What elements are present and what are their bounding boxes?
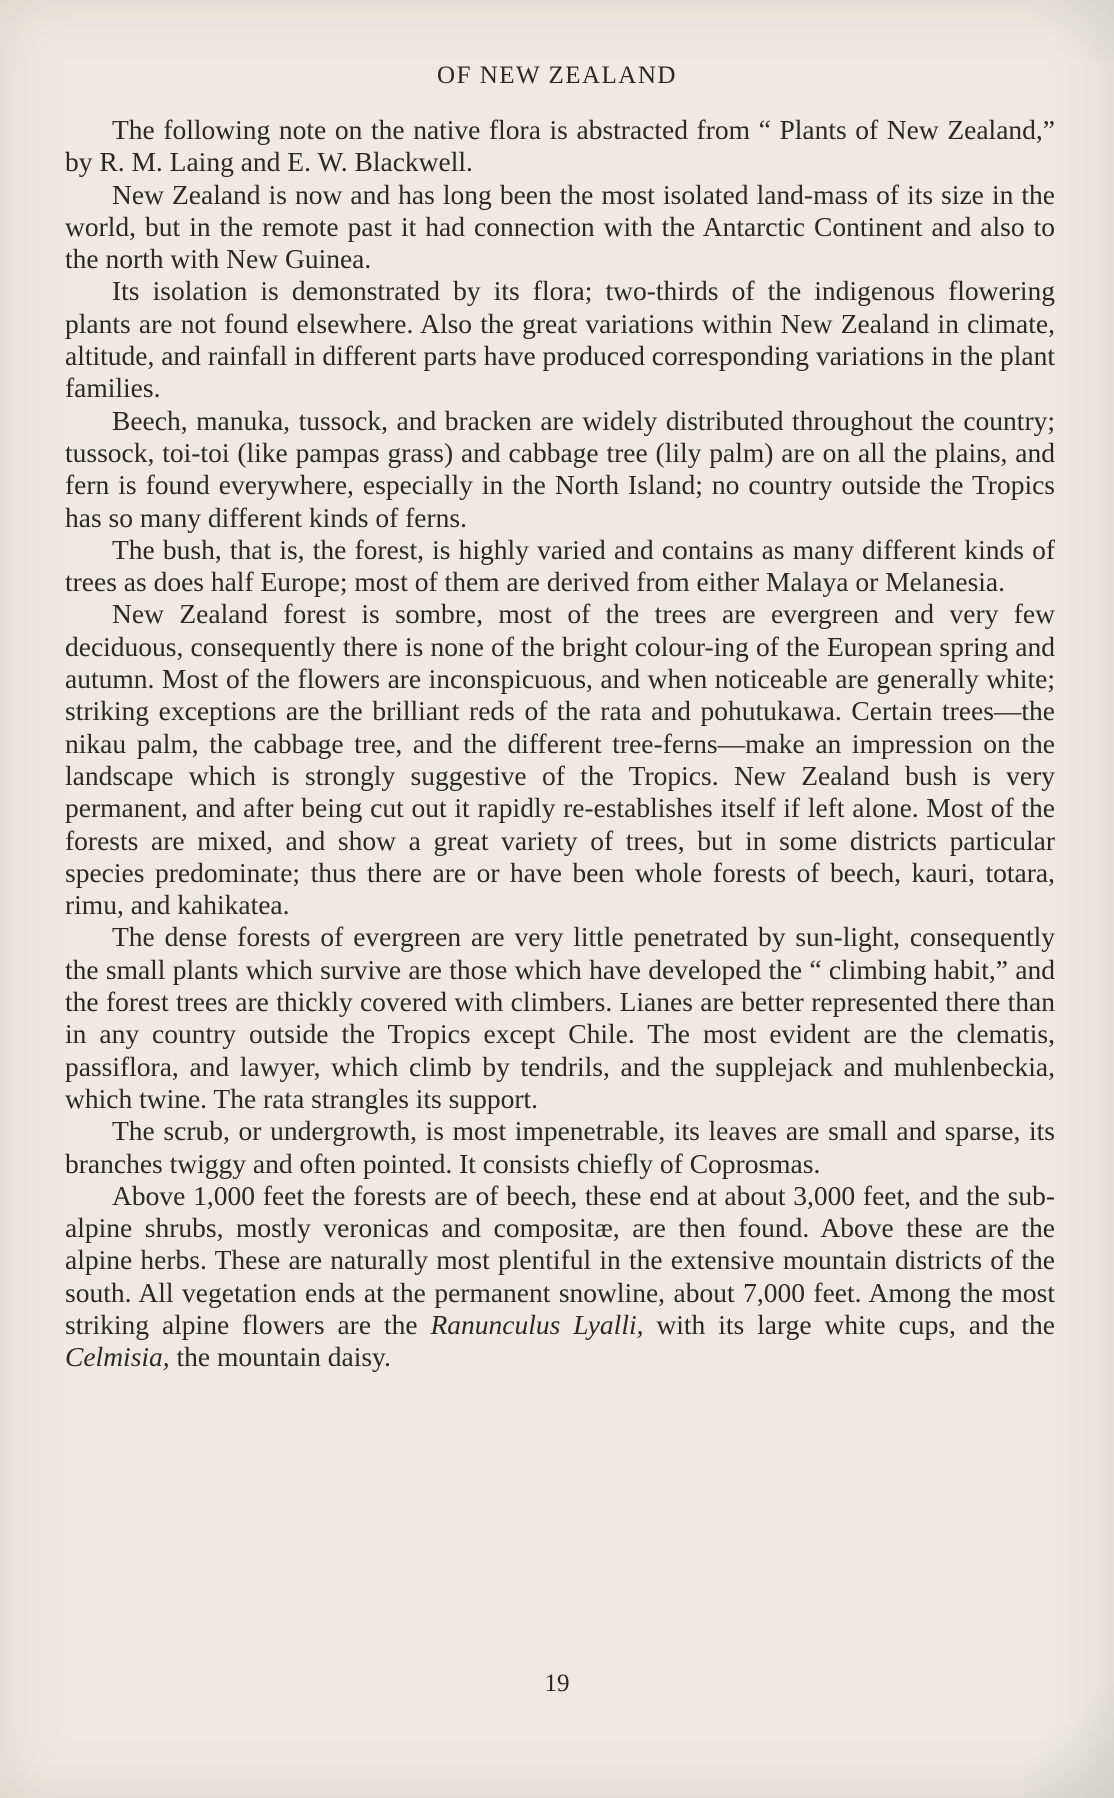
paragraph: The bush, that is, the forest, is highly varied and contains as many different kinds of trees as does half Europe; most of them are derived from either Malaya or Melanesia. — [65, 533, 1055, 598]
running-header: OF NEW ZEALAND — [437, 62, 677, 89]
text-run: the mountain daisy. — [169, 1341, 391, 1373]
paragraph: Its isolation is demonstrated by its flora; two-thirds of the indigenous flowering plants are not found elsewhere. Also the great variations within New Zealand in climate, altitude, and rainfall in different parts have produced corresponding variations in the plant families. — [65, 275, 1055, 404]
species-name: Ranunculus Lyalli, — [430, 1308, 644, 1340]
paragraph: Beech, manuka, tussock, and bracken are widely distributed throughout the country; tussock, toi-toi (like pampas grass) and cabbage tree (lily palm) are on all the plains, and fern is found everywhere, especially in the North Island; no country outside the Tropics has so many different kinds of ferns. — [65, 404, 1055, 533]
paragraph: The dense forests of evergreen are very little penetrated by sun-light, consequently the small plants which survive are those which have developed the “ climbing habit,” and the forest trees are thickly covered with climbers. Lianes are better represented there than in any country outside the Tropics except Chile. The most evident are the clematis, passiflora, and lawyer, which climb by tendrils, and the supplejack and muhlenbeckia, which twine. The rata strangles its support. — [65, 921, 1055, 1114]
paragraph: New Zealand forest is sombre, most of the trees are evergreen and very few deciduous, consequently there is none of the bright colour-ing of the European spring and autumn. Most of the flowers are inconspicuous, and when noticeable are generally white; striking exceptions are the brilliant reds of the rata and pohutukawa. Certain trees—the nikau palm, the cabbage tree, and the different tree-ferns—make an impression on the landscape which is strongly suggestive of the Tropics. New Zealand bush is very permanent, and after being cut out it rapidly re-establishes itself if left alone. Most of the forests are mixed, and show a great variety of trees, but in some districts particular species predominate; thus there are or have been whole forests of beech, kauri, totara, rimu, and kahikatea. — [65, 598, 1055, 921]
page-corner-shadow — [1034, 0, 1114, 60]
paragraph: The scrub, or undergrowth, is most impenetrable, its leaves are small and sparse, its branches twiggy and often pointed. It consists chiefly of Coprosmas. — [65, 1115, 1055, 1179]
paragraph: New Zealand is now and has long been the most isolated land-mass of its size in the world, but in the remote past it had connection with the Antarctic Continent and also to the north with New Guinea. — [65, 178, 1055, 275]
page-number: 19 — [544, 1670, 570, 1697]
paragraph: The following note on the native flora is abstracted from “ Plants of New Zealand,” by R. M. Laing and E. W. Blackwell. — [65, 114, 1055, 178]
text-run: with its large white cups, and the — [643, 1308, 1055, 1340]
paragraph — [65, 1180, 1055, 1374]
body-text — [65, 114, 1055, 1374]
text-run: Above 1,000 feet the forests are of beech, these end at about 3,000 feet, and the sub-alpine shrubs, mostly veronicas and compositæ, are then found. Above these are the alpine herbs. These are naturally most plentiful in the extensive mountain districts of the south. All vegetation ends at the permanent snowline, about 7,000 feet. Among the most striking alpine flowers are the — [65, 1179, 1055, 1340]
species-name: Celmisia, — [65, 1341, 170, 1373]
